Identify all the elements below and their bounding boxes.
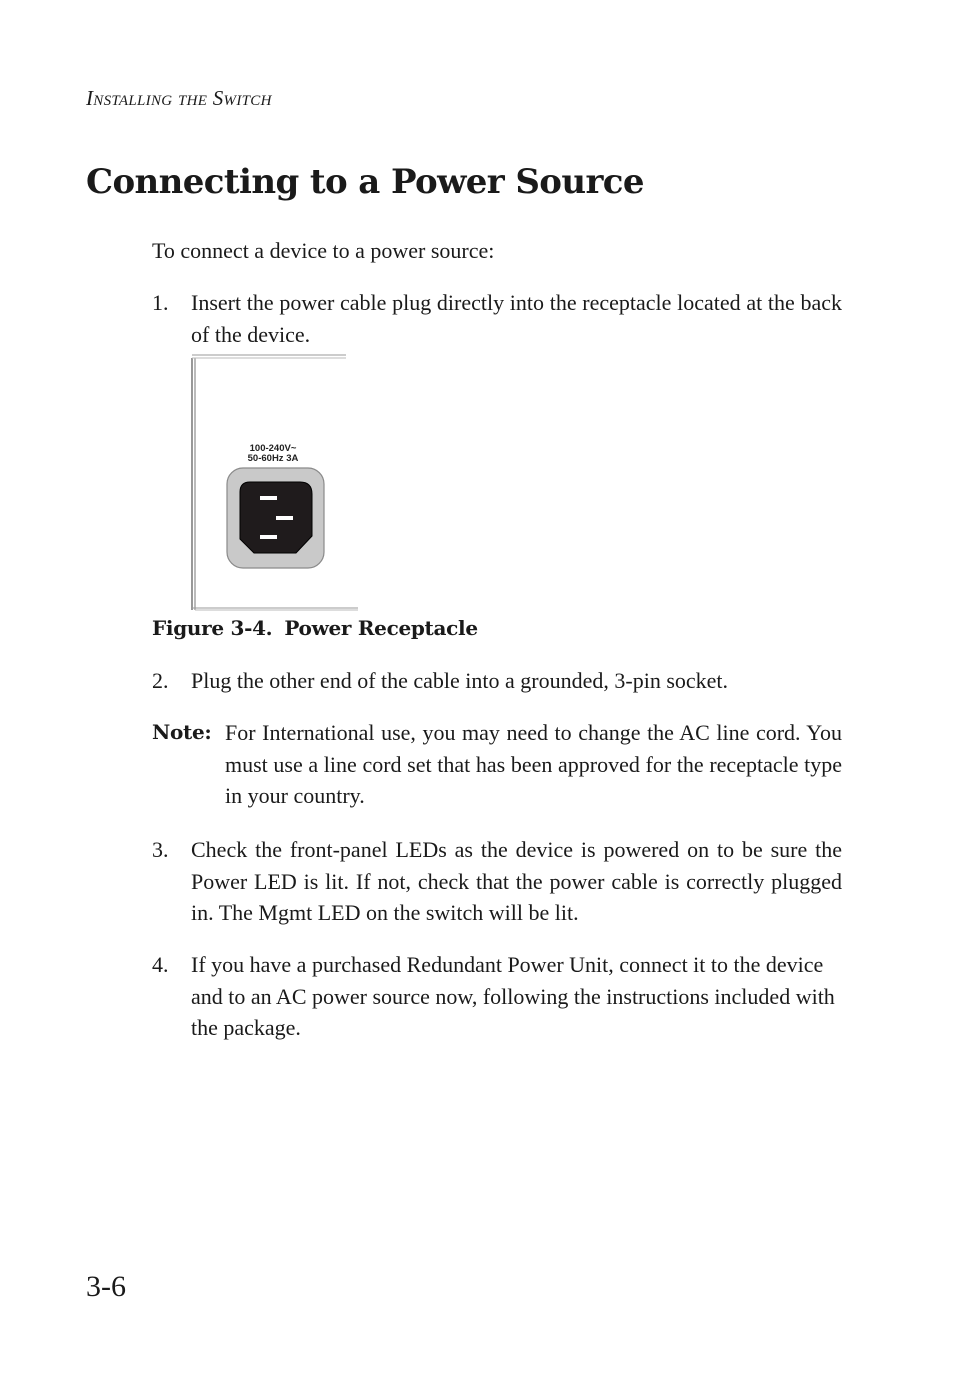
page-title: Connecting to a Power Source bbox=[86, 162, 644, 202]
step-text: Insert the power cable plug directly into the receptacle located at the back of the device. bbox=[191, 290, 842, 347]
step-3 bbox=[152, 834, 842, 929]
page-number: 3-6 bbox=[86, 1270, 126, 1303]
running-head: Installing the Switch bbox=[86, 86, 272, 110]
figure-label: Figure 3-4. bbox=[152, 616, 273, 640]
line-pin bbox=[260, 496, 277, 500]
frequency-rating-label: 50-60Hz 3A bbox=[247, 453, 299, 464]
step-number: 4. bbox=[152, 952, 169, 977]
voltage-rating-label: 100-240V~ bbox=[249, 443, 297, 454]
step-2 bbox=[152, 665, 842, 697]
intro-text: To connect a device to a power source: bbox=[152, 238, 495, 263]
step-text: Check the front-panel LEDs as the device is powered on to be sure the Power LED is lit. If not, check that the power cable is correctly plugged in. The Mgmt LED on the switch will be lit. bbox=[191, 837, 842, 925]
step-text: If you have a purchased Redundant Power Unit, connect it to the device and to an AC power source now, following the instructions included with the package. bbox=[191, 952, 835, 1040]
earth-pin bbox=[276, 516, 293, 520]
step-1 bbox=[152, 287, 842, 350]
note-text: For International use, you may need to change the AC line cord. You must use a line cord set that has been approved for the receptacle type in your country. bbox=[225, 720, 842, 808]
neutral-pin bbox=[260, 535, 277, 539]
step-4 bbox=[152, 949, 842, 1044]
figure-caption bbox=[152, 616, 478, 640]
figure-caption-text: Power Receptacle bbox=[284, 616, 478, 640]
note-label: Note: bbox=[152, 720, 212, 744]
power-receptacle-figure bbox=[190, 354, 360, 612]
step-number: 3. bbox=[152, 837, 169, 862]
step-number: 2. bbox=[152, 668, 169, 693]
step-number: 1. bbox=[152, 290, 169, 315]
note bbox=[152, 717, 842, 812]
power-receptacle-illustration bbox=[190, 354, 360, 612]
step-text: Plug the other end of the cable into a grounded, 3-pin socket. bbox=[191, 668, 729, 693]
